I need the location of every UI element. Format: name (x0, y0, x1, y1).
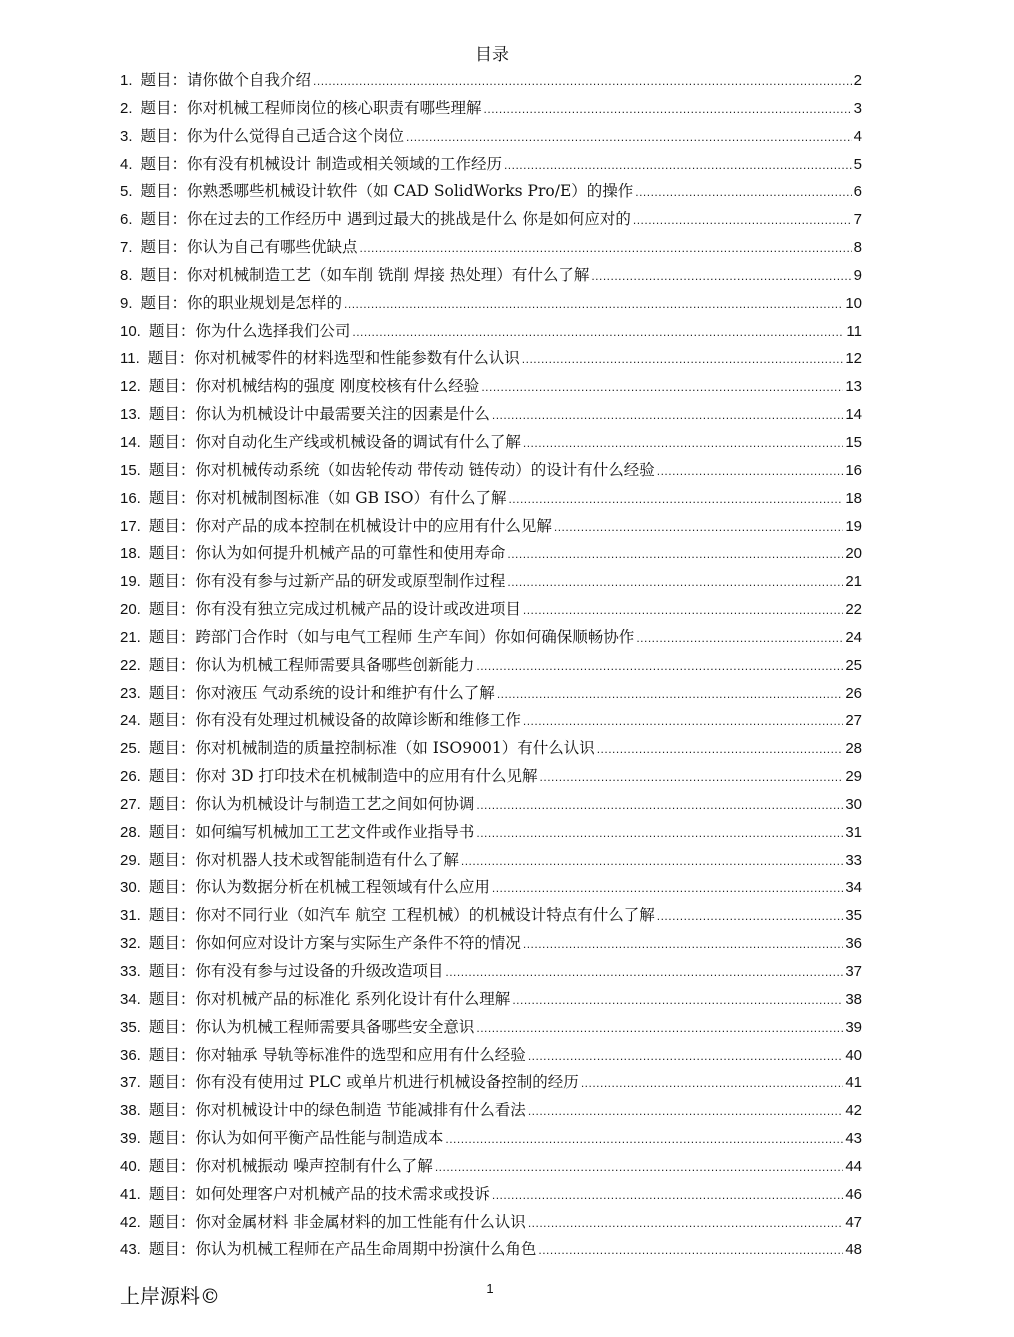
toc-entry-number: 12. (120, 378, 141, 396)
toc-entry-page: 13 (845, 378, 862, 396)
toc-entry-number: 14. (120, 433, 141, 451)
toc-dot-leader (581, 1076, 844, 1090)
toc-entry-number: 4. (120, 155, 133, 173)
toc-entry-prefix: 题目： (148, 711, 196, 730)
toc-dot-leader (492, 1188, 843, 1202)
toc-entry-title: 请你做个自我介绍 (187, 71, 312, 89)
toc-entry-prefix: 题目： (148, 377, 196, 396)
toc-dot-leader (445, 965, 843, 979)
toc-dot-leader (360, 241, 852, 255)
toc-entry-title: 你认为如何提升机械产品的可靠性和使用寿命 (195, 544, 506, 563)
toc-entry[interactable] (120, 68, 862, 96)
toc-entry-page: 40 (845, 1046, 862, 1064)
toc-entry-page: 21 (845, 573, 862, 591)
toc-entry-title: 你有没有处理过机械设备的故障诊断和维修工作 (195, 711, 521, 730)
toc-entry-number: 1. (120, 72, 133, 89)
toc-entry[interactable] (120, 987, 862, 1015)
toc-entry-prefix: 题目： (148, 1184, 196, 1203)
toc-entry-page: 4 (853, 127, 862, 145)
toc-entry-page: 41 (845, 1074, 862, 1092)
toc-entry-page: 47 (845, 1213, 862, 1231)
toc-entry[interactable] (120, 1182, 862, 1210)
toc-entry-number: 20. (120, 601, 141, 619)
toc-entry-page: 2 (853, 72, 862, 89)
toc-entry-prefix: 题目： (148, 655, 196, 674)
toc-entry-page: 35 (845, 907, 862, 925)
toc-entry-prefix: 题目： (148, 767, 196, 786)
toc-entry[interactable] (120, 1126, 862, 1154)
toc-entry-prefix: 题目： (148, 1156, 196, 1175)
toc-dot-leader (476, 1021, 843, 1035)
toc-entry-title: 你对不同行业（如汽车 航空 工程机械）的机械设计特点有什么了解 (195, 906, 655, 925)
toc-entry-page: 28 (845, 740, 862, 758)
toc-entry-prefix: 题目： (148, 878, 196, 897)
toc-dot-leader (523, 714, 843, 728)
toc-entry-prefix: 题目： (148, 544, 196, 563)
toc-dot-leader (657, 464, 844, 478)
toc-entry-prefix: 题目： (148, 794, 196, 813)
toc-dot-leader (504, 158, 852, 172)
toc-entry-prefix: 题目： (148, 906, 196, 925)
toc-entry[interactable] (120, 792, 862, 820)
toc-entry-page: 38 (845, 990, 862, 1008)
footer-brand: 上岸源料© (120, 1284, 220, 1308)
toc-entry-prefix: 题目： (140, 154, 188, 173)
toc-entry[interactable] (120, 569, 862, 597)
toc-entry-number: 6. (120, 211, 133, 229)
table-of-contents (120, 68, 862, 1265)
toc-entry[interactable] (120, 152, 862, 180)
toc-dot-leader (476, 659, 843, 673)
toc-entry[interactable] (120, 486, 862, 514)
toc-entry[interactable] (120, 124, 862, 152)
toc-entry-prefix: 题目： (148, 1101, 196, 1120)
toc-dot-leader (512, 993, 843, 1007)
toc-entry-prefix: 题目： (148, 1129, 196, 1148)
toc-entry-number: 19. (120, 573, 141, 591)
toc-dot-leader (406, 130, 852, 144)
toc-entry-prefix: 题目： (148, 516, 196, 535)
toc-entry-number: 35. (120, 1018, 141, 1036)
toc-entry[interactable] (120, 820, 862, 848)
toc-entry[interactable] (120, 541, 862, 569)
toc-entry-page: 20 (845, 545, 862, 563)
toc-entry-title: 你对机械振动 噪声控制有什么了解 (195, 1156, 433, 1175)
toc-entry[interactable] (120, 1210, 862, 1238)
toc-entry-title: 跨部门合作时（如与电气工程师 生产车间）你如何确保顺畅协作 (195, 627, 635, 646)
toc-entry-title: 你的职业规划是怎样的 (187, 293, 343, 312)
toc-dot-leader (492, 408, 843, 422)
toc-entry[interactable] (120, 1043, 862, 1071)
toc-entry-number: 29. (120, 851, 141, 869)
toc-entry-prefix: 题目： (148, 432, 196, 451)
toc-dot-leader (635, 185, 851, 199)
toc-entry-page: 29 (845, 768, 862, 786)
toc-entry-number: 15. (120, 461, 141, 479)
toc-entry-number: 34. (120, 990, 141, 1008)
toc-entry-number: 17. (120, 517, 141, 535)
toc-entry-title: 你认为机械设计中最需要关注的因素是什么 (195, 405, 490, 424)
toc-dot-leader (597, 742, 844, 756)
toc-entry-title: 你有没有独立完成过机械产品的设计或改进项目 (195, 600, 521, 619)
toc-entry-title: 你有没有使用过 PLC 或单片机进行机械设备控制的经历 (195, 1073, 579, 1092)
toc-entry-prefix: 题目： (148, 850, 196, 869)
toc-dot-leader (657, 909, 844, 923)
toc-entry-title: 你为什么觉得自己适合这个岗位 (187, 126, 405, 145)
toc-dot-leader (476, 826, 843, 840)
toc-entry-number: 42. (120, 1213, 141, 1231)
toc-entry-number: 24. (120, 712, 141, 730)
toc-dot-leader (523, 937, 843, 951)
toc-entry-title: 你有没有参与过新产品的研发或原型制作过程 (195, 572, 506, 591)
toc-entry-prefix: 题目： (148, 683, 196, 702)
toc-entry-number: 38. (120, 1102, 141, 1120)
toc-entry-page: 15 (845, 433, 862, 451)
toc-entry[interactable] (120, 235, 862, 263)
toc-entry[interactable] (120, 848, 862, 876)
toc-entry-title: 你对机械制图标准（如 GB ISO）有什么了解 (195, 488, 507, 507)
toc-entry-prefix: 题目： (148, 600, 196, 619)
toc-entry[interactable] (120, 1015, 862, 1043)
toc-entry-page: 25 (845, 656, 862, 674)
toc-entry-prefix: 题目： (140, 293, 188, 312)
toc-entry-page: 7 (853, 211, 862, 229)
toc-entry-page: 8 (853, 239, 862, 257)
toc-entry-number: 9. (120, 294, 133, 312)
toc-entry-title: 你对 3D 打印技术在机械制造中的应用有什么见解 (195, 767, 538, 786)
toc-dot-leader (492, 881, 843, 895)
toc-entry-page: 24 (845, 628, 862, 646)
toc-entry[interactable] (120, 514, 862, 542)
toc-entry-page: 42 (845, 1102, 862, 1120)
toc-entry-title: 你认为自己有哪些优缺点 (187, 238, 358, 257)
toc-entry-prefix: 题目： (148, 934, 196, 953)
toc-entry[interactable] (120, 597, 862, 625)
toc-dot-leader (528, 1216, 844, 1230)
toc-entry-prefix: 题目： (140, 238, 188, 257)
toc-entry-title: 你熟悉哪些机械设计软件（如 CAD SolidWorks Pro/E）的操作 (187, 182, 634, 201)
toc-entry[interactable] (120, 458, 862, 486)
toc-entry-prefix: 题目： (148, 321, 196, 340)
toc-entry-page: 16 (845, 461, 862, 479)
toc-entry-prefix: 题目： (140, 98, 188, 117)
toc-entry-title: 你认为数据分析在机械工程领域有什么应用 (195, 878, 490, 897)
toc-entry-page: 33 (845, 851, 862, 869)
toc-entry-prefix: 题目： (148, 1212, 196, 1231)
toc-entry[interactable] (120, 875, 862, 903)
toc-entry[interactable] (120, 402, 862, 430)
toc-entry-page: 19 (845, 517, 862, 535)
toc-entry-prefix: 题目： (140, 71, 188, 89)
toc-entry-number: 13. (120, 406, 141, 424)
toc-entry[interactable] (120, 1154, 862, 1182)
toc-dot-leader (313, 74, 852, 88)
toc-entry[interactable] (120, 931, 862, 959)
toc-entry-page: 14 (845, 406, 862, 424)
toc-entry-page: 39 (845, 1018, 862, 1036)
toc-entry[interactable] (120, 764, 862, 792)
toc-entry-title: 你对机械工程师岗位的核心职责有哪些理解 (187, 98, 482, 117)
toc-entry-page: 22 (845, 601, 862, 619)
toc-entry[interactable] (120, 1070, 862, 1098)
toc-dot-leader (344, 297, 843, 311)
footer-page-number: 1 (486, 1281, 494, 1296)
toc-entry[interactable] (120, 653, 862, 681)
toc-entry-title: 你对机器人技术或智能制造有什么了解 (195, 850, 459, 869)
toc-entry-title: 你对机械制造工艺（如车削 铣削 焊接 热处理）有什么了解 (187, 265, 590, 284)
toc-entry-title: 你有没有机械设计 制造或相关领域的工作经历 (187, 154, 502, 173)
toc-entry-prefix: 题目： (148, 989, 196, 1008)
toc-entry-prefix: 题目： (148, 1240, 196, 1259)
toc-entry-number: 31. (120, 907, 141, 925)
toc-entry[interactable] (120, 346, 862, 374)
toc-entry-page: 36 (845, 935, 862, 953)
toc-dot-leader (352, 325, 844, 339)
toc-entry-number: 26. (120, 768, 141, 786)
toc-entry-prefix: 题目： (140, 182, 188, 201)
toc-entry-number: 30. (120, 879, 141, 897)
toc-entry[interactable] (120, 207, 862, 235)
toc-entry-page: 9 (853, 266, 862, 284)
toc-entry-prefix: 题目： (148, 1073, 196, 1092)
toc-entry-number: 3. (120, 127, 133, 145)
toc-entry-number: 2. (120, 99, 133, 117)
toc-entry-number: 7. (120, 239, 133, 257)
toc-entry-page: 37 (845, 963, 862, 980)
toc-entry-prefix: 题目： (148, 1045, 196, 1064)
toc-entry-title: 你对机械传动系统（如齿轮传动 带传动 链传动）的设计有什么经验 (195, 460, 655, 479)
toc-entry[interactable] (120, 1237, 862, 1265)
toc-entry-title: 你认为机械工程师需要具备哪些创新能力 (195, 655, 475, 674)
toc-dot-leader (633, 213, 852, 227)
toc-dot-leader (507, 547, 843, 561)
toc-entry-page: 48 (845, 1241, 862, 1259)
toc-entry-number: 23. (120, 684, 141, 702)
toc-dot-leader (497, 687, 844, 701)
toc-entry-title: 你认为如何平衡产品性能与制造成本 (195, 1129, 444, 1148)
toc-entry[interactable] (120, 959, 862, 987)
toc-entry-page: 5 (853, 155, 862, 173)
toc-entry-title: 你为什么选择我们公司 (195, 321, 351, 340)
toc-entry-title: 你对机械设计中的绿色制造 节能减排有什么看法 (195, 1101, 526, 1120)
toc-entry[interactable] (120, 179, 862, 207)
toc-dot-leader (507, 575, 843, 589)
toc-dot-leader (523, 436, 843, 450)
toc-entry-title: 你对机械结构的强度 刚度校核有什么经验 (195, 377, 480, 396)
toc-dot-leader (484, 102, 852, 116)
toc-entry-prefix: 题目： (148, 822, 196, 841)
toc-entry-number: 22. (120, 656, 141, 674)
toc-entry-prefix: 题目： (148, 460, 196, 479)
toc-entry-title: 如何处理客户对机械产品的技术需求或投诉 (195, 1184, 490, 1203)
toc-dot-leader (461, 854, 843, 868)
toc-dot-leader (481, 380, 843, 394)
toc-entry-prefix: 题目： (147, 349, 195, 368)
toc-entry-number: 28. (120, 823, 141, 841)
toc-entry-title: 你对轴承 导轨等标准件的选型和应用有什么经验 (195, 1045, 526, 1064)
toc-dot-leader (435, 1160, 844, 1174)
toc-entry-page: 11 (846, 322, 862, 340)
toc-dot-leader (538, 1243, 843, 1257)
toc-entry-title: 你对机械产品的标准化 系列化设计有什么理解 (195, 989, 511, 1008)
toc-entry-title: 你对产品的成本控制在机械设计中的应用有什么见解 (195, 516, 552, 535)
toc-entry-title: 你在过去的工作经历中 遇到过最大的挑战是什么 你是如何应对的 (187, 210, 631, 229)
toc-entry-number: 43. (120, 1241, 141, 1259)
toc-entry[interactable] (120, 430, 862, 458)
toc-entry-page: 12 (845, 350, 862, 368)
toc-entry[interactable] (120, 291, 862, 319)
toc-entry-number: 27. (120, 795, 141, 813)
toc-entry-number: 37. (120, 1074, 141, 1092)
toc-dot-leader (554, 520, 843, 534)
toc-entry-page: 34 (845, 879, 862, 897)
toc-entry-number: 41. (120, 1185, 141, 1203)
toc-entry-title: 你如何应对设计方案与实际生产条件不符的情况 (195, 934, 521, 953)
toc-entry-number: 25. (120, 740, 141, 758)
toc-entry-prefix: 题目： (148, 405, 196, 424)
toc-entry-prefix: 题目： (148, 739, 196, 758)
toc-entry-page: 10 (845, 294, 862, 312)
toc-entry-number: 10. (120, 322, 141, 340)
toc-entry-title: 如何编写机械加工工艺文件或作业指导书 (195, 822, 475, 841)
toc-entry-page: 27 (845, 712, 862, 730)
toc-entry-page: 30 (845, 795, 862, 813)
toc-dot-leader (508, 492, 843, 506)
toc-dot-leader (522, 352, 844, 366)
toc-entry-page: 6 (853, 183, 862, 201)
toc-entry[interactable] (120, 263, 862, 291)
toc-entry[interactable] (120, 1098, 862, 1126)
toc-entry-number: 21. (120, 628, 141, 646)
toc-entry-number: 18. (120, 545, 141, 563)
toc-entry-prefix: 题目： (140, 265, 188, 284)
toc-entry-prefix: 题目： (140, 126, 188, 145)
toc-entry-title: 你对金属材料 非金属材料的加工性能有什么认识 (195, 1212, 526, 1231)
toc-entry-number: 16. (120, 489, 141, 507)
toc-entry-prefix: 题目： (148, 627, 196, 646)
toc-entry-prefix: 题目： (148, 488, 196, 507)
toc-dot-leader (445, 1132, 843, 1146)
toc-entry-title: 你对机械制造的质量控制标准（如 ISO9001）有什么认识 (195, 739, 595, 758)
toc-entry-prefix: 题目： (148, 572, 196, 591)
toc-entry-title: 你认为机械工程师在产品生命周期中扮演什么角色 (195, 1240, 537, 1259)
toc-entry-title: 你对自动化生产线或机械设备的调试有什么了解 (195, 432, 521, 451)
toc-entry-title: 你对机械零件的材料选型和性能参数有什么认识 (194, 349, 520, 368)
toc-entry-title: 你有没有参与过设备的升级改造项目 (195, 962, 444, 980)
toc-entry-number: 33. (120, 963, 141, 980)
toc-entry[interactable] (120, 708, 862, 736)
toc-dot-leader (528, 1104, 844, 1118)
toc-entry-number: 8. (120, 266, 133, 284)
toc-dot-leader (523, 603, 843, 617)
toc-entry-prefix: 题目： (140, 210, 188, 229)
toc-title: 目录 (475, 45, 509, 65)
toc-entry[interactable] (120, 681, 862, 709)
toc-entry[interactable] (120, 736, 862, 764)
toc-dot-leader (476, 798, 843, 812)
toc-entry-title: 你认为机械设计与制造工艺之间如何协调 (195, 794, 475, 813)
toc-entry-prefix: 题目： (148, 962, 196, 980)
toc-entry-page: 18 (845, 489, 862, 507)
toc-entry[interactable] (120, 625, 862, 653)
toc-entry[interactable] (120, 319, 862, 347)
toc-entry-title: 你对液压 气动系统的设计和维护有什么了解 (195, 683, 495, 702)
toc-dot-leader (528, 1049, 844, 1063)
toc-entry-number: 32. (120, 935, 141, 953)
toc-entry-page: 31 (845, 823, 862, 841)
toc-entry-prefix: 题目： (148, 1017, 196, 1036)
toc-entry[interactable] (120, 374, 862, 402)
toc-entry-number: 11. (120, 350, 140, 368)
toc-entry-page: 46 (845, 1185, 862, 1203)
toc-dot-leader (636, 631, 843, 645)
toc-entry-title: 你认为机械工程师需要具备哪些安全意识 (195, 1017, 475, 1036)
toc-entry-number: 39. (120, 1130, 141, 1148)
toc-entry-number: 36. (120, 1046, 141, 1064)
toc-entry[interactable] (120, 96, 862, 124)
toc-entry-page: 44 (845, 1157, 862, 1175)
toc-entry-page: 26 (845, 684, 862, 702)
toc-entry[interactable] (120, 903, 862, 931)
toc-entry-number: 40. (120, 1157, 141, 1175)
toc-entry-page: 43 (845, 1130, 862, 1148)
toc-dot-leader (591, 269, 851, 283)
toc-entry-number: 5. (120, 183, 133, 201)
toc-dot-leader (540, 770, 844, 784)
toc-entry-page: 3 (853, 99, 862, 117)
